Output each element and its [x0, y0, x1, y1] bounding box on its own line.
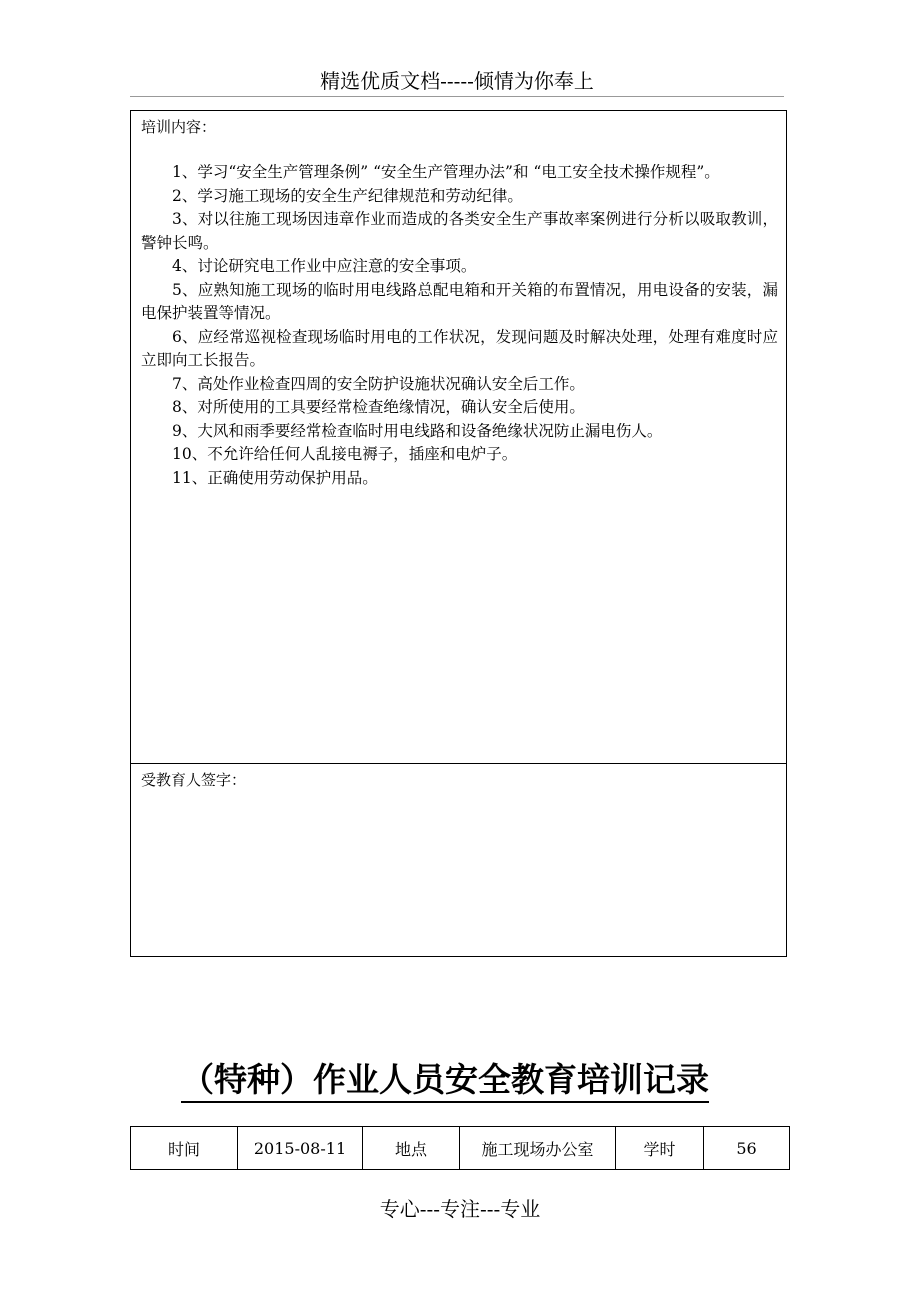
- table-row: [131, 1127, 790, 1170]
- training-item-4: 4、讨论研究电工作业中应注意的安全事项。: [172, 257, 477, 275]
- training-items-list: [141, 161, 778, 490]
- page-header: 精选优质文档-----倾情为你奉上: [130, 66, 784, 97]
- training-item-2: 2、学习施工现场的安全生产纪律规范和劳动纪律。: [172, 186, 523, 205]
- training-item-8: 8、对所使用的工具要经常检查绝缘情况，确认安全后使用。: [172, 398, 585, 416]
- time-value: 2015-08-11: [238, 1127, 363, 1170]
- training-item-3: 3、对以往施工现场因违章作业而造成的各类安全生产事故率案例进行分析以吸取教训，警钟长鸣。: [141, 210, 778, 252]
- training-content-label: 培训内容：: [141, 118, 217, 136]
- signature-label: 受教育人签字：: [141, 771, 247, 789]
- signature-box: [130, 763, 787, 957]
- page-footer: 专心---专注---专业: [379, 1197, 541, 1221]
- document-title-text: （特种）作业人员安全教育培训记录: [181, 1060, 709, 1103]
- training-item-6: 6、应经常巡视检查现场临时用电的工作状况，发现问题及时解决处理，处理有难度时应立即向工长报告。: [141, 327, 778, 369]
- hours-value: 56: [704, 1127, 790, 1170]
- training-item-7: 7、高处作业检查四周的安全防护设施状况确认安全后工作。: [172, 374, 585, 393]
- location-value: 施工现场办公室: [460, 1127, 616, 1170]
- location-label: 地点: [363, 1127, 460, 1170]
- time-label: 时间: [131, 1127, 238, 1170]
- document-title: [150, 1058, 740, 1108]
- training-item-9: 9、大风和雨季要经常检查临时用电线路和设备绝缘状况防止漏电伤人。: [172, 421, 663, 440]
- record-info-table: [130, 1126, 790, 1170]
- training-item-10: 10、不允许给任何人乱接电褥子，插座和电炉子。: [172, 445, 518, 463]
- training-item-1: 1、学习“安全生产管理条例” “安全生产管理办法”和 “电工安全技术操作规程”。: [172, 163, 720, 181]
- hours-label: 学时: [616, 1127, 704, 1170]
- training-item-5: 5、应熟知施工现场的临时用电线路总配电箱和开关箱的布置情况，用电设备的安装，漏电保护装置等情况。: [141, 280, 778, 322]
- training-item-11: 11、正确使用劳动保护用品。: [172, 468, 378, 487]
- training-content-box: [130, 110, 787, 764]
